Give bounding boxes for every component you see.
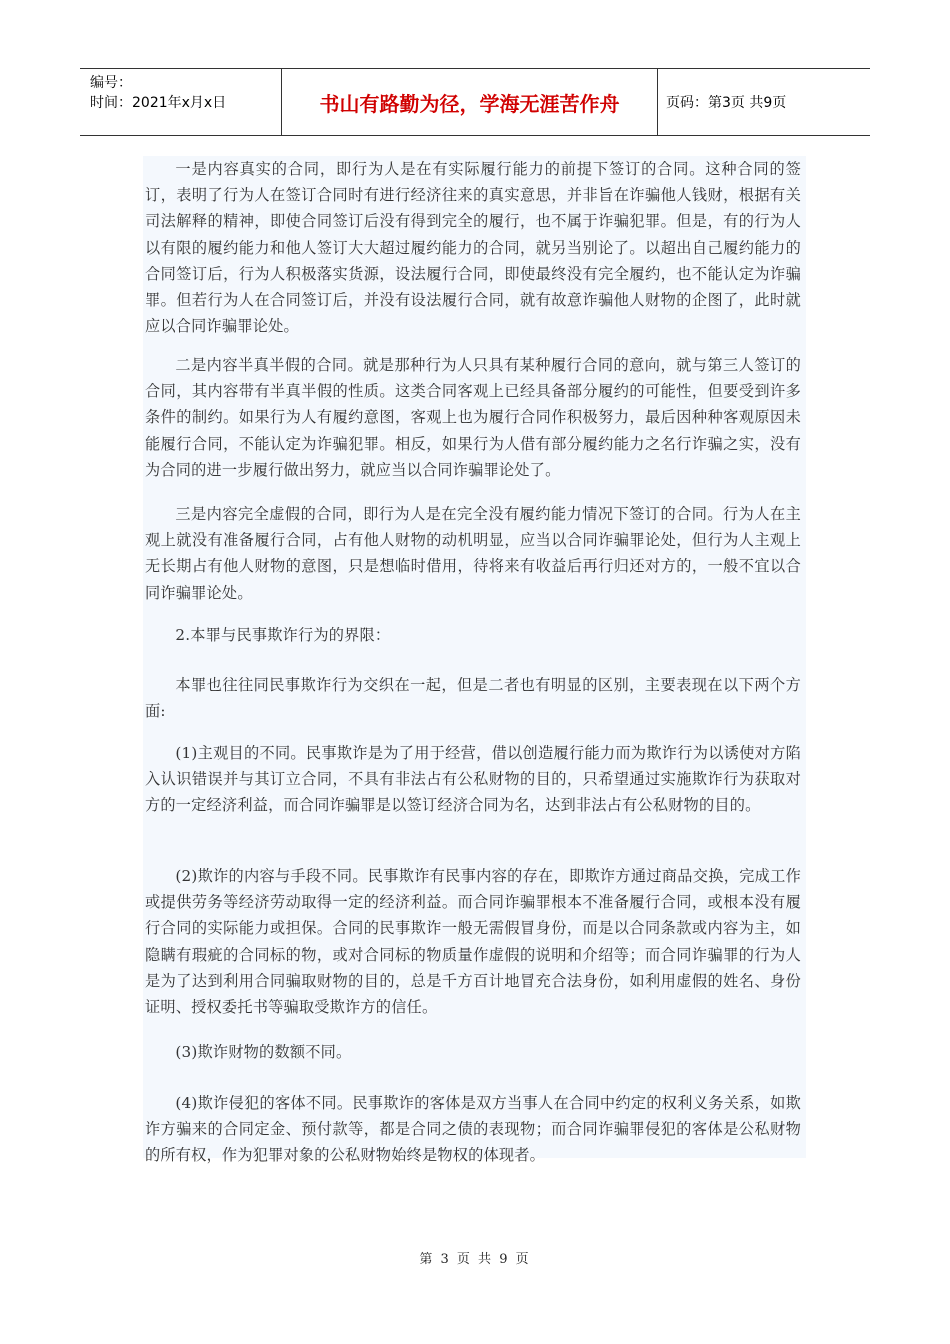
header-page-info: 页码：第3页 共9页 — [666, 95, 787, 111]
document-date: 时间：2021年x月x日 — [90, 95, 227, 111]
paragraph-point-1: (1)主观目的不同。民事欺诈是为了用于经营，借以创造履行能力而为欺诈行为以诱使对方陷入认识错误并与其订立合同，不具有非法占有公私财物的目的，只希望通过实施欺诈行为获取对方的一定经济利益，而合同诈骗罪是以签订经济合同为名，达到非法占有公私财物的目的。 — [145, 744, 801, 815]
paragraph-intro: 本罪也往往同民事欺诈行为交织在一起，但是二者也有明显的区别，主要表现在以下两个方面: — [145, 676, 801, 721]
header-motto: 书山有路勤为径，学海无涯苦作舟 — [282, 69, 658, 135]
document-body — [143, 156, 806, 1165]
paragraph-false-contract: 三是内容完全虚假的合同，即行为人是在完全没有履约能力情况下签订的合同。行为人在主观上就没有准备履行合同，占有他人财物的动机明显，应当以合同诈骗罪论处，但行为人主观上无长期占有他人财物的意图，只是想临时借用，待将来有收益后再行归还对方的，一般不宜以合同诈骗罪论处。 — [145, 505, 801, 602]
page-footer: 第 3 页 共 9 页 — [419, 1252, 531, 1267]
section-heading: 2.本罪与民事欺诈行为的界限： — [175, 626, 391, 644]
paragraph-real-contract: 一是内容真实的合同，即行为人是在有实际履行能力的前提下签订的合同。这种合同的签订，表明了行为人在签订合同时有进行经济往来的真实意思，并非旨在诈骗他人钱财，根据有关司法解释的精神，即使合同签订后没有得到完全的履行，也不属于诈骗犯罪。但是，有的行为人以有限的履约能力和他人签订大大超过履约能力的合同，就另当别论了。以超出自己履约能力的合同签订后，行为人积极落实货源，设法履行合同，即使最终没有完全履约，也不能认定为诈骗罪。但若行为人在合同签订后，并没有设法履行合同，就有故意诈骗他人财物的企图了，此时就应以合同诈骗罪论处。 — [145, 160, 801, 336]
document-number-label: 编号： — [90, 75, 132, 91]
header-meta — [80, 69, 282, 135]
paragraph-point-4: (4)欺诈侵犯的客体不同。民事欺诈的客体是双方当事人在合同中约定的权利义务关系，如欺诈方骗来的合同定金、预付款等，都是合同之债的表现物；而合同诈骗罪侵犯的客体是公私财物的所有权，作为犯罪对象的公私财物始终是物权的体现者。 — [145, 1094, 801, 1165]
paragraph-point-3: (3)欺诈财物的数额不同。 — [175, 1043, 352, 1061]
paragraph-half-true-contract: 二是内容半真半假的合同。就是那种行为人只具有某种履行合同的意向，就与第三人签订的合同，其内容带有半真半假的性质。这类合同客观上已经具备部分履约的可能性，但要受到许多条件的制约。如果行为人有履约意图，客观上也为履行合同作积极努力，最后因种种客观原因未能履行合同，不能认定为诈骗犯罪。相反，如果行为人借有部分履约能力之名行诈骗之实，没有为合同的进一步履行做出努力，就应当以合同诈骗罪论处了。 — [145, 356, 801, 479]
page-header — [80, 68, 870, 136]
paragraph-point-2: (2)欺诈的内容与手段不同。民事欺诈有民事内容的存在，即欺诈方通过商品交换，完成工作或提供劳务等经济劳动取得一定的经济利益。而合同诈骗罪根本不准备履行合同，或根本没有履行合同的实际能力或担保。合同的民事欺诈一般无需假冒身份，而是以合同条款或内容为主，如隐瞒有瑕疵的合同标的物，或对合同标的物质量作虚假的说明和介绍等；而合同诈骗罪的行为人是为了达到利用合同骗取财物的目的，总是千方百计地冒充合法身份，如利用虚假的姓名、身份证明、授权委托书等骗取受欺诈方的信任。 — [145, 867, 801, 1017]
